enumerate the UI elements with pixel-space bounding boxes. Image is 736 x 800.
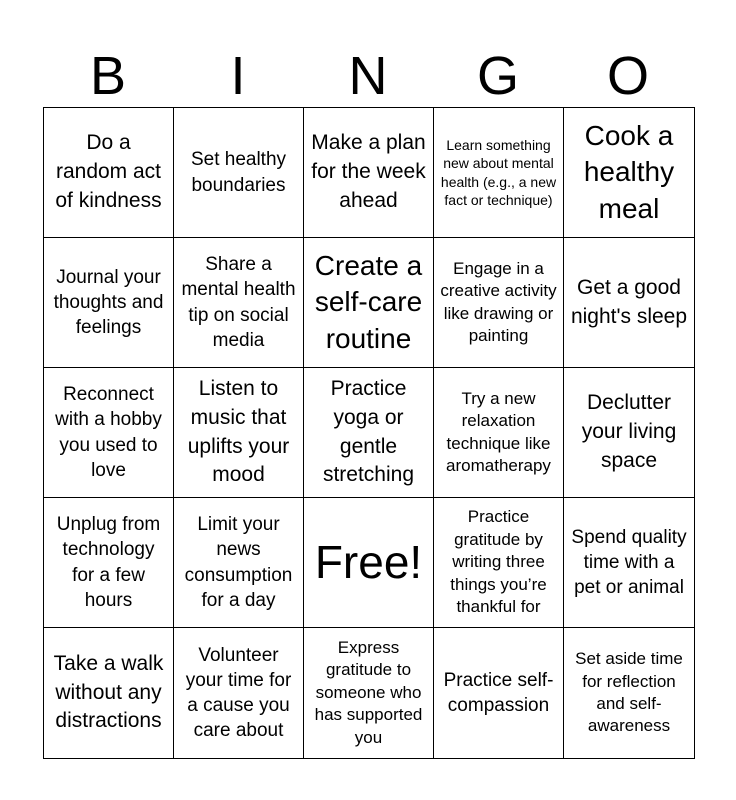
bingo-cell[interactable] bbox=[44, 628, 174, 758]
bingo-cell[interactable] bbox=[44, 108, 174, 238]
cell-text: Get a good night's sleep bbox=[570, 275, 688, 328]
bingo-cell[interactable] bbox=[174, 498, 304, 628]
cell-text: Unplug from technology for a few hours bbox=[56, 514, 161, 611]
header-letter-i: I bbox=[230, 46, 246, 106]
cell-text: Volunteer your time for a cause you care about bbox=[185, 644, 292, 742]
cell-text: Create a self-care routine bbox=[314, 249, 423, 354]
bingo-cell[interactable] bbox=[174, 238, 304, 368]
bingo-board bbox=[43, 107, 695, 759]
bingo-cell[interactable] bbox=[434, 628, 564, 758]
bingo-cell[interactable] bbox=[564, 498, 694, 628]
cell-text: Practice gratitude by writing three things you’re thankful for bbox=[450, 507, 547, 617]
cell-text: Listen to music that uplifts your mood bbox=[187, 376, 290, 487]
cell-text: Spend quality time with a pet or animal bbox=[571, 526, 687, 599]
cell-text: Practice self-compassion bbox=[443, 669, 554, 716]
bingo-cell[interactable] bbox=[434, 238, 564, 368]
bingo-cell[interactable] bbox=[564, 108, 694, 238]
cell-text: Make a plan for the week ahead bbox=[311, 131, 426, 212]
cell-text: Practice yoga or gentle stretching bbox=[322, 376, 415, 487]
bingo-cell[interactable] bbox=[174, 368, 304, 498]
bingo-cell[interactable] bbox=[44, 368, 174, 498]
header-letter-o: O bbox=[606, 46, 649, 106]
bingo-cell[interactable] bbox=[174, 108, 304, 238]
bingo-cell[interactable] bbox=[304, 368, 434, 498]
bingo-cell[interactable] bbox=[304, 628, 434, 758]
cell-text: Set healthy boundaries bbox=[190, 149, 287, 196]
cell-text: Try a new relaxation technique like aromatherapy bbox=[446, 388, 551, 475]
bingo-cell[interactable] bbox=[564, 238, 694, 368]
cell-text: Set aside time for reflection and self-awareness bbox=[575, 649, 683, 736]
bingo-cell[interactable] bbox=[44, 238, 174, 368]
cell-text: Learn something new about mental health (e.g., a new fact or technique) bbox=[440, 137, 557, 208]
bingo-cell[interactable] bbox=[564, 628, 694, 758]
cell-text: Express gratitude to someone who has supported you bbox=[314, 637, 423, 747]
bingo-cell[interactable] bbox=[304, 238, 434, 368]
cell-text: Journal your thoughts and feelings bbox=[53, 266, 164, 339]
bingo-cell[interactable] bbox=[434, 498, 564, 628]
cell-text: Take a walk without any distractions bbox=[53, 651, 164, 733]
bingo-cell[interactable] bbox=[304, 108, 434, 238]
bingo-cell[interactable] bbox=[434, 108, 564, 238]
header-letter-b: B bbox=[89, 46, 127, 106]
bingo-cell[interactable] bbox=[44, 498, 174, 628]
cell-text: Share a mental health tip on social media bbox=[181, 254, 296, 351]
bingo-cell[interactable] bbox=[174, 628, 304, 758]
cell-text: Cook a healthy meal bbox=[583, 119, 675, 224]
header-letter-n: N bbox=[348, 46, 388, 106]
free-space[interactable] bbox=[304, 498, 434, 628]
free-space-text: Free! bbox=[314, 536, 423, 589]
bingo-cell[interactable] bbox=[434, 368, 564, 498]
cell-text: Reconnect with a hobby you used to love bbox=[55, 384, 162, 481]
cell-text: Engage in a creative activity like drawing or painting bbox=[440, 258, 557, 345]
bingo-header bbox=[43, 48, 693, 104]
header-letter-g: G bbox=[476, 46, 519, 106]
bingo-cell[interactable] bbox=[564, 368, 694, 498]
cell-text: Do a random act of kindness bbox=[55, 131, 162, 212]
cell-text: Limit your news consumption for a day bbox=[184, 514, 293, 611]
cell-text: Declutter your living space bbox=[581, 391, 677, 472]
